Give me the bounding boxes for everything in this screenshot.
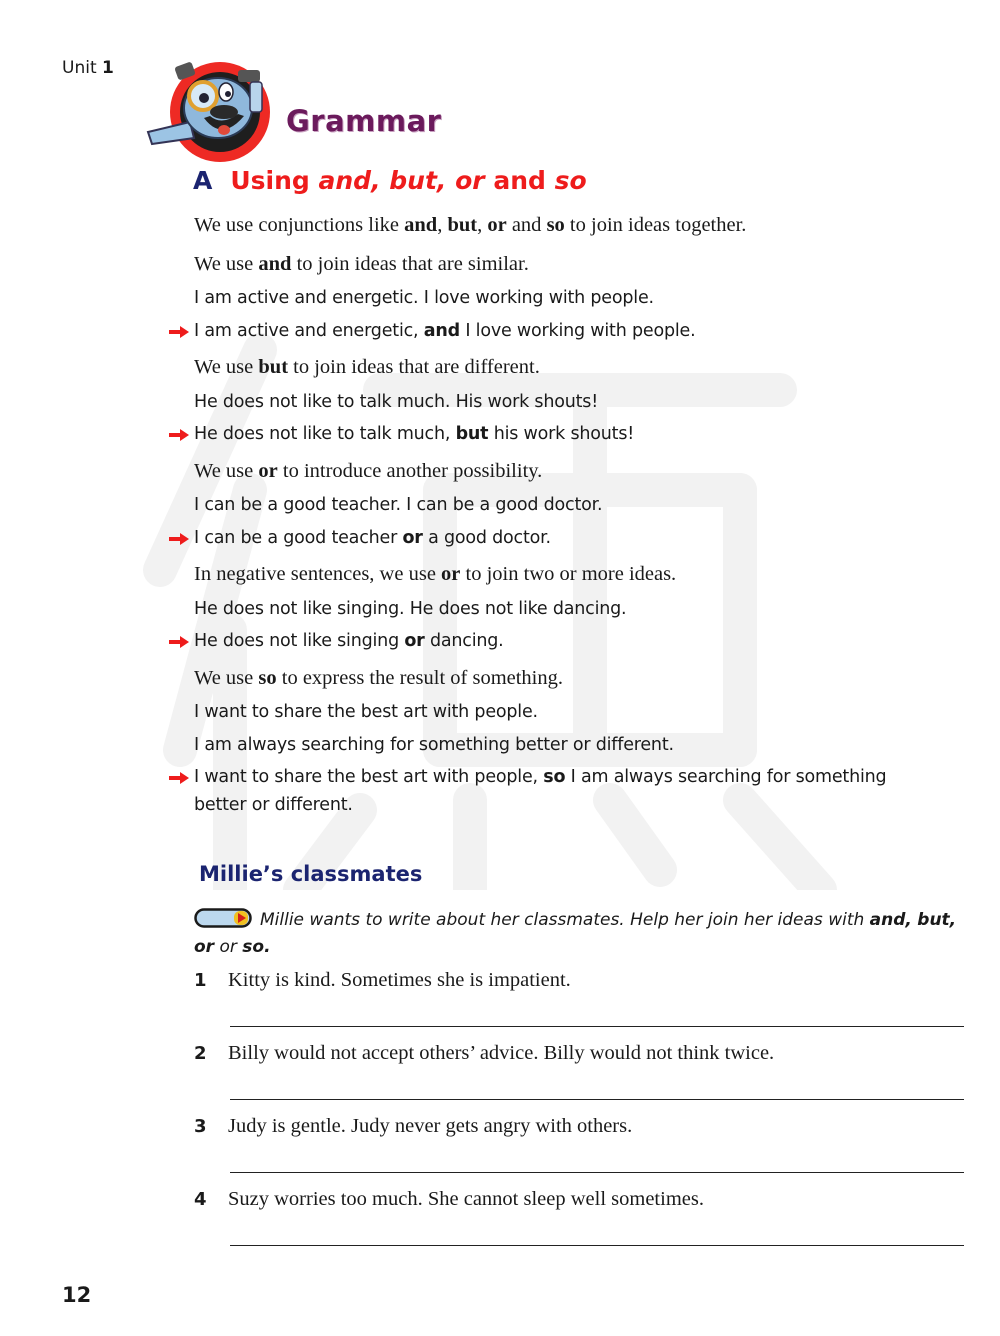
red-arrow-icon bbox=[168, 428, 190, 442]
exercise-instruction bbox=[194, 907, 964, 961]
title-part: and, but, or bbox=[318, 166, 485, 195]
text-fragment: or bbox=[404, 631, 425, 651]
text-fragment: but, or bbox=[194, 910, 957, 957]
text-fragment: I am always searching for something bbox=[565, 767, 887, 787]
dog-magnifier-mascot-icon bbox=[146, 60, 278, 166]
title-part: Using bbox=[230, 166, 319, 195]
example-line: He does not like to talk much. His work shouts! bbox=[194, 392, 599, 412]
text-fragment: but bbox=[258, 356, 289, 378]
result-line bbox=[194, 528, 551, 548]
answer-line[interactable] bbox=[230, 1099, 964, 1100]
text-fragment: and bbox=[506, 214, 547, 236]
text-fragment: to join ideas that are different. bbox=[288, 356, 540, 378]
text-fragment: to join two or more ideas. bbox=[460, 563, 677, 585]
text-fragment: so bbox=[546, 214, 565, 236]
text-fragment: and bbox=[423, 321, 460, 341]
text-fragment: and, bbox=[869, 910, 912, 930]
text-fragment: so. bbox=[242, 937, 271, 957]
result-line bbox=[194, 424, 634, 444]
text-fragment: but bbox=[447, 214, 478, 236]
example-line: I can be a good teacher. I can be a good doctor. bbox=[194, 495, 603, 515]
rule-but bbox=[194, 356, 540, 379]
red-arrow-icon bbox=[168, 635, 190, 649]
text-fragment: to join ideas together. bbox=[564, 214, 747, 236]
answer-line[interactable] bbox=[230, 1245, 964, 1246]
exercise-title: Millie’s classmates bbox=[199, 862, 423, 886]
text-fragment: , bbox=[477, 214, 488, 236]
text-fragment: and bbox=[258, 253, 292, 275]
question-number: 1 bbox=[194, 970, 207, 991]
result-line bbox=[194, 631, 504, 651]
question-number: 2 bbox=[194, 1043, 207, 1064]
question-number: 3 bbox=[194, 1116, 207, 1137]
title-part: so bbox=[554, 166, 587, 195]
red-arrow-icon bbox=[168, 532, 190, 546]
answer-line[interactable] bbox=[230, 1026, 964, 1027]
text-fragment: so bbox=[543, 767, 566, 787]
text-fragment: dancing. bbox=[424, 631, 504, 651]
text-fragment: Millie wants to write about her classmates. Help her join her ideas with bbox=[260, 910, 870, 930]
text-fragment: I can be a good teacher bbox=[194, 528, 403, 548]
question-item bbox=[194, 1042, 774, 1065]
text-fragment: so bbox=[258, 667, 277, 689]
exercise-tag-icon bbox=[194, 908, 252, 928]
text-fragment: He does not like to talk much, bbox=[194, 424, 456, 444]
text-fragment: a good doctor. bbox=[422, 528, 551, 548]
text-fragment: We use bbox=[194, 460, 259, 482]
question-text: Kitty is kind. Sometimes she is impatient. bbox=[228, 969, 571, 991]
text-fragment: and bbox=[404, 214, 438, 236]
text-fragment: We use conjunctions like bbox=[194, 214, 405, 236]
example-line: I am always searching for something better or different. bbox=[194, 735, 674, 755]
text-fragment: or bbox=[441, 563, 461, 585]
page-number: 12 bbox=[62, 1283, 92, 1307]
rule-negative-or bbox=[194, 563, 676, 586]
intro-line bbox=[194, 214, 746, 237]
red-arrow-icon bbox=[168, 771, 190, 785]
example-line: He does not like singing. He does not like dancing. bbox=[194, 599, 627, 619]
unit-label bbox=[62, 58, 114, 78]
question-text: Suzy worries too much. She cannot sleep well sometimes. bbox=[228, 1188, 704, 1210]
red-arrow-icon bbox=[168, 325, 190, 339]
text-fragment: or bbox=[214, 937, 243, 957]
text-fragment: I love working with people. bbox=[459, 321, 696, 341]
section-title: Grammar bbox=[286, 104, 442, 138]
text-fragment: to express the result of something. bbox=[276, 667, 564, 689]
rule-so bbox=[194, 667, 563, 690]
text-fragment: , bbox=[437, 214, 448, 236]
text-fragment: We use bbox=[194, 356, 259, 378]
result-line bbox=[194, 767, 886, 787]
text-fragment: to introduce another possibility. bbox=[277, 460, 543, 482]
section-a-heading bbox=[193, 166, 587, 195]
text-fragment: to join ideas that are similar. bbox=[291, 253, 529, 275]
text-fragment: but bbox=[455, 424, 489, 444]
text-fragment: We use bbox=[194, 253, 259, 275]
example-line: I am active and energetic. I love working with people. bbox=[194, 288, 654, 308]
text-fragment: I am active and energetic, bbox=[194, 321, 424, 341]
text-fragment: or bbox=[487, 214, 507, 236]
result-line-continued: better or different. bbox=[194, 795, 353, 815]
section-a-title bbox=[230, 166, 586, 195]
result-line bbox=[194, 321, 695, 341]
text-fragment: We use bbox=[194, 667, 259, 689]
unit-number: 1 bbox=[102, 58, 114, 78]
text-fragment: He does not like singing bbox=[194, 631, 405, 651]
title-part: and bbox=[484, 166, 555, 195]
section-letter: A bbox=[193, 166, 213, 195]
question-item bbox=[194, 1115, 632, 1138]
text-fragment: or bbox=[258, 460, 278, 482]
rule-and bbox=[194, 253, 529, 276]
answer-line[interactable] bbox=[230, 1172, 964, 1173]
unit-text: Unit bbox=[62, 58, 97, 78]
rule-or bbox=[194, 460, 542, 483]
text-fragment: his work shouts! bbox=[488, 424, 635, 444]
question-text: Judy is gentle. Judy never gets angry with others. bbox=[228, 1115, 633, 1137]
question-item bbox=[194, 1188, 704, 1211]
question-text: Billy would not accept others’ advice. Billy would not think twice. bbox=[228, 1042, 775, 1064]
question-number: 4 bbox=[194, 1189, 207, 1210]
question-item bbox=[194, 969, 571, 992]
text-fragment: or bbox=[402, 528, 423, 548]
text-fragment: I want to share the best art with people, bbox=[194, 767, 544, 787]
text-fragment: In negative sentences, we use bbox=[194, 563, 442, 585]
example-line: I want to share the best art with people. bbox=[194, 702, 538, 722]
